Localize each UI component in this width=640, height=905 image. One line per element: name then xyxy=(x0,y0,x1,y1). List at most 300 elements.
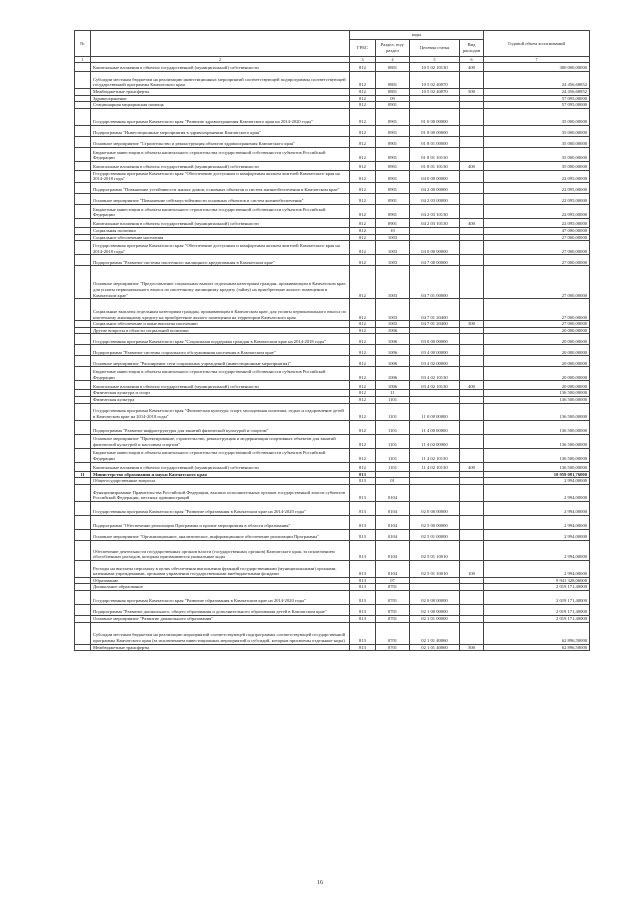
row-grbs-code: 813 xyxy=(350,615,376,622)
row-expense-type xyxy=(460,327,484,334)
row-amount: 300 000,00000 xyxy=(484,63,590,72)
row-grbs-code: 813 xyxy=(350,560,376,577)
row-name: Основное мероприятие "Развитие дошкольного образования" xyxy=(91,615,350,622)
row-expense-type xyxy=(460,125,484,136)
row-target-article: 04 7 01 20400 xyxy=(410,299,460,321)
table-row xyxy=(75,72,590,89)
budget-table-sheet xyxy=(74,30,589,651)
row-number xyxy=(75,356,91,367)
table-row xyxy=(75,102,590,109)
row-grbs-code: 812 xyxy=(350,193,376,204)
row-expense-type xyxy=(460,182,484,193)
row-expense-type xyxy=(460,396,484,403)
table-row xyxy=(75,515,590,529)
row-section-code: 0801 xyxy=(376,72,410,89)
row-amount: 57 095,00000 xyxy=(484,102,590,109)
row-number xyxy=(75,327,91,334)
row-amount: 20 000,00000 xyxy=(484,334,590,345)
row-name: Социальная политика xyxy=(91,227,350,234)
row-section-code: 0901 xyxy=(376,161,410,170)
row-section-code: 0901 xyxy=(376,170,410,182)
row-grbs-code: 812 xyxy=(350,161,376,170)
row-amount: 2 019 171,40000 xyxy=(484,615,590,622)
row-name: Подпрограмма "Повышение устойчивости жилых домов, основных объектов и систем жизнеобеспечения в Камчатском крае" xyxy=(91,182,350,193)
row-expense-type xyxy=(460,108,484,125)
row-target-article: 04 0 00 00000 xyxy=(410,241,460,255)
row-expense-type: 400 xyxy=(460,161,484,170)
row-expense-type: 400 xyxy=(460,218,484,227)
row-section-code: 0801 xyxy=(376,89,410,96)
row-number xyxy=(75,515,91,529)
row-section-code: 1101 xyxy=(376,396,410,403)
row-expense-type xyxy=(460,147,484,161)
row-target-article xyxy=(410,95,460,102)
row-section-code: 0801 xyxy=(376,63,410,72)
row-expense-type xyxy=(460,136,484,147)
row-name: Государственная программа Камчатского края "Развитие здравоохранения Камчатского края на 2014-2020 годы" xyxy=(91,108,350,125)
row-target-article: 04 7 00 00000 xyxy=(410,255,460,266)
row-section-code: 1003 xyxy=(376,299,410,321)
row-amount: 20 000,00000 xyxy=(484,345,590,356)
row-grbs-code: 812 xyxy=(350,327,376,334)
row-name: Расходы на выплаты персоналу в целях обеспечения выполнения функций государственными (муниципальными) органами, казенными учреждениями, органами управления государственными внебюджетными фондами xyxy=(91,560,350,577)
row-section-code: 0104 xyxy=(376,501,410,515)
row-name: Капитальные вложения в объекты государственной (муниципальной) собственности xyxy=(91,381,350,390)
row-name: Межбюджетные трансферты xyxy=(91,89,350,96)
row-amount: 20 000,00000 xyxy=(484,381,590,390)
row-target-article xyxy=(410,577,460,584)
row-target-article: 04 7 01 00000 xyxy=(410,266,460,299)
table-row xyxy=(75,367,590,381)
row-name: Министерство образования и науки Камчатского края xyxy=(91,471,350,478)
row-grbs-code: 812 xyxy=(350,396,376,403)
table-row xyxy=(75,234,590,241)
row-amount: 2 994,00000 xyxy=(484,529,590,540)
row-section-code: 0901 xyxy=(376,204,410,218)
row-expense-type: 100 xyxy=(460,560,484,577)
header-number: № xyxy=(75,31,91,57)
row-grbs-code: 812 xyxy=(350,170,376,182)
row-amount: 2 994,00000 xyxy=(484,501,590,515)
table-row xyxy=(75,644,590,651)
row-grbs-code: 812 xyxy=(350,136,376,147)
row-name: Обеспечение деятельности государственных органов власти (государственных органов) Камчатского края, за исключением обособленных расходов, которым присваиваются уникальные коды xyxy=(91,540,350,560)
row-target-article: 11 4 02 00000 xyxy=(410,434,460,448)
column-index: 5 xyxy=(410,57,460,63)
row-target-article: 04 0 00 00000 xyxy=(410,170,460,182)
row-section-code: 1006 xyxy=(376,327,410,334)
row-grbs-code: 813 xyxy=(350,484,376,501)
row-name: Основное мероприятие "Организационное, аналитическое, информационное обеспечение реализации Программы" xyxy=(91,529,350,540)
row-expense-type xyxy=(460,345,484,356)
column-index: 6 xyxy=(460,57,484,63)
row-section-code: 0901 xyxy=(376,108,410,125)
row-target-article: 10 5 02 10130 xyxy=(410,63,460,72)
row-number xyxy=(75,577,91,584)
row-target-article: 01 8 01 00000 xyxy=(410,136,460,147)
row-amount: 2 019 171,40000 xyxy=(484,604,590,615)
table-row xyxy=(75,266,590,299)
row-target-article xyxy=(410,396,460,403)
row-target-article: 03 4 02 10130 xyxy=(410,381,460,390)
row-section-code: 1006 xyxy=(376,356,410,367)
row-grbs-code: 812 xyxy=(350,63,376,72)
row-section-code: 01 xyxy=(376,478,410,485)
row-section-code: 0901 xyxy=(376,193,410,204)
row-number xyxy=(75,560,91,577)
row-number xyxy=(75,590,91,604)
row-expense-type xyxy=(460,448,484,462)
row-expense-type xyxy=(460,590,484,604)
table-row xyxy=(75,590,590,604)
row-section-code: 0701 xyxy=(376,644,410,651)
row-expense-type xyxy=(460,234,484,241)
row-grbs-code: 812 xyxy=(350,356,376,367)
table-row xyxy=(75,204,590,218)
row-grbs-code: 812 xyxy=(350,381,376,390)
row-grbs-code: 812 xyxy=(350,321,376,328)
row-grbs-code: 812 xyxy=(350,345,376,356)
table-row xyxy=(75,241,590,255)
row-grbs-code: 812 xyxy=(350,182,376,193)
row-name: Подпрограмма "Развитие дошкольного, общего образования и дополнительного образования детей в Камчатском крае" xyxy=(91,604,350,615)
row-section-code: 0901 xyxy=(376,102,410,109)
row-grbs-code: 813 xyxy=(350,515,376,529)
row-grbs-code: 813 xyxy=(350,540,376,560)
table-row xyxy=(75,478,590,485)
table-row xyxy=(75,321,590,328)
row-amount: 2 994,00000 xyxy=(484,560,590,577)
row-grbs-code: 812 xyxy=(350,367,376,381)
row-number xyxy=(75,204,91,218)
table-row xyxy=(75,161,590,170)
row-number xyxy=(75,345,91,356)
row-target-article: 02 5 00 00000 xyxy=(410,515,460,529)
table-row xyxy=(75,390,590,397)
row-target-article xyxy=(410,327,460,334)
row-target-article: 01 8 01 10130 xyxy=(410,161,460,170)
table-row xyxy=(75,501,590,515)
row-number xyxy=(75,448,91,462)
column-index: 1 xyxy=(75,57,91,63)
row-amount: 22 095,00000 xyxy=(484,218,590,227)
table-row xyxy=(75,577,590,584)
row-section-code: 0701 xyxy=(376,604,410,615)
header-expense-type: Вид расходов xyxy=(460,40,484,57)
row-section-code: 1006 xyxy=(376,367,410,381)
row-target-article: 02 0 00 00000 xyxy=(410,590,460,604)
row-number xyxy=(75,89,91,96)
row-number xyxy=(75,584,91,591)
row-name: Капитальные вложения в объекты государственной (муниципальной) собственности xyxy=(91,161,350,170)
row-grbs-code: 812 xyxy=(350,147,376,161)
row-grbs-code: 812 xyxy=(350,72,376,89)
row-name: Социальное обеспечение населения xyxy=(91,234,350,241)
row-target-article: 03 4 00 00000 xyxy=(410,345,460,356)
row-section-code: 1003 xyxy=(376,266,410,299)
row-grbs-code: 812 xyxy=(350,234,376,241)
row-name: Капитальные вложения в объекты государственной (муниципальной) собственности xyxy=(91,63,350,72)
row-section-code: 0104 xyxy=(376,529,410,540)
row-section-code: 07 xyxy=(376,577,410,584)
row-expense-type xyxy=(460,403,484,420)
row-grbs-code: 812 xyxy=(350,403,376,420)
row-expense-type xyxy=(460,266,484,299)
row-target-article: 11 4 02 10130 xyxy=(410,448,460,462)
row-expense-type xyxy=(460,72,484,89)
table-row xyxy=(75,227,590,234)
row-target-article: 02 1 01 40060 xyxy=(410,622,460,644)
table-row xyxy=(75,108,590,125)
row-name: Социальные выплаты отдельным категориям граждан, проживающим в Камчатском крае, для уплаты первоначального взноса по ипотечному жилищному кредиту на приобретение жилого помещения на территории Камчатского края xyxy=(91,299,350,321)
row-expense-type xyxy=(460,540,484,560)
row-section-code: 0901 xyxy=(376,182,410,193)
row-grbs-code: 813 xyxy=(350,590,376,604)
row-section-code: 0104 xyxy=(376,515,410,529)
row-target-article: 02 5 01 10010 xyxy=(410,540,460,560)
row-section-code: 1003 xyxy=(376,255,410,266)
row-target-article: 11 4 02 10130 xyxy=(410,462,460,471)
row-number xyxy=(75,478,91,485)
row-name: Подпрограмма "Обеспечение реализации Программы и прочие мероприятия в области образования" xyxy=(91,515,350,529)
row-grbs-code: 812 xyxy=(350,227,376,234)
row-expense-type xyxy=(460,529,484,540)
row-number xyxy=(75,255,91,266)
column-index: 4 xyxy=(376,57,410,63)
row-name: Основное мероприятие "Расширение сети социальных учреждений (инвестиционные мероприятия)" xyxy=(91,356,350,367)
row-number xyxy=(75,266,91,299)
row-number xyxy=(75,72,91,89)
table-row xyxy=(75,471,590,478)
row-section-code: 1006 xyxy=(376,334,410,345)
row-target-article xyxy=(410,102,460,109)
row-number xyxy=(75,529,91,540)
row-section-code: 0701 xyxy=(376,584,410,591)
row-target-article xyxy=(410,471,460,478)
row-target-article xyxy=(410,227,460,234)
row-name: Дошкольное образование xyxy=(91,584,350,591)
row-section-code: 09 xyxy=(376,95,410,102)
row-grbs-code: 812 xyxy=(350,462,376,471)
row-section-code: 0901 xyxy=(376,147,410,161)
row-number xyxy=(75,218,91,227)
row-expense-type xyxy=(460,615,484,622)
row-number xyxy=(75,227,91,234)
table-row xyxy=(75,403,590,420)
row-expense-type xyxy=(460,204,484,218)
row-target-article: 02 5 01 00000 xyxy=(410,529,460,540)
row-number xyxy=(75,462,91,471)
row-target-article: 03 4 02 10130 xyxy=(410,367,460,381)
row-name: Основное мероприятие "Предоставление социальных выплат отдельным категориям граждан, проживающим в Камчатском крае, для уплаты первоначального взноса по ипотечному жилищному кредиту (займу) на приобретение жилого помещения в Камчатском крае" xyxy=(91,266,350,299)
row-grbs-code: 812 xyxy=(350,434,376,448)
row-target-article: 10 5 02 40070 xyxy=(410,72,460,89)
row-amount: 136 500,00000 xyxy=(484,403,590,420)
row-section-code: 0104 xyxy=(376,540,410,560)
row-number xyxy=(75,241,91,255)
row-name: Функционирование Правительства Российской Федерации, высших исполнительных органов государственной власти субъектов Российской Федерации, местных администраций xyxy=(91,484,350,501)
row-expense-type: 400 xyxy=(460,462,484,471)
row-section-code: 1003 xyxy=(376,241,410,255)
row-expense-type xyxy=(460,622,484,644)
row-name: Субсидии местным бюджетам на реализацию мероприятий соответствующей подпрограммы соответствующей государственной программы Камчатского края (за исключением инвестиционных мероприятий и субсидий, которым присвоены отдельные коды) xyxy=(91,622,350,644)
table-row xyxy=(75,136,590,147)
row-grbs-code: 813 xyxy=(350,622,376,644)
table-row xyxy=(75,147,590,161)
row-amount: 2 994,00000 xyxy=(484,540,590,560)
budget-allocation-table xyxy=(74,30,590,651)
row-amount: 27 000,00000 xyxy=(484,266,590,299)
row-section-code: 1101 xyxy=(376,434,410,448)
row-number xyxy=(75,367,91,381)
row-grbs-code: 812 xyxy=(350,266,376,299)
row-grbs-code: 812 xyxy=(350,95,376,102)
row-target-article: 02 0 00 00000 xyxy=(410,501,460,515)
row-amount: 35 000,00000 xyxy=(484,125,590,136)
column-index: 3 xyxy=(350,57,376,63)
row-target-article: 11 4 00 00000 xyxy=(410,420,460,434)
row-target-article: 02 5 01 10010 xyxy=(410,560,460,577)
row-number xyxy=(75,644,91,651)
row-target-article: 03 4 02 00000 xyxy=(410,356,460,367)
row-amount: 2 019 171,40000 xyxy=(484,584,590,591)
table-row xyxy=(75,560,590,577)
row-number: 11 xyxy=(75,471,91,478)
table-row xyxy=(75,381,590,390)
row-amount: 2 994,00000 xyxy=(484,515,590,529)
header-grbs: ГРБС xyxy=(350,40,376,57)
table-row xyxy=(75,125,590,136)
row-number xyxy=(75,102,91,109)
table-row xyxy=(75,448,590,462)
table-row xyxy=(75,182,590,193)
row-number xyxy=(75,321,91,328)
row-expense-type xyxy=(460,170,484,182)
row-name: Государственная программа Камчатского края "Физическая культура, спорт, молодежная политика, отдых и оздоровление детей в Камчатском крае на 2014-2018 годы" xyxy=(91,403,350,420)
row-expense-type: 400 xyxy=(460,381,484,390)
column-index: 7 xyxy=(484,57,590,63)
row-name: Государственная программа Камчатского края "Социальная поддержка граждан в Камчатском крае на 2014-2018 годы" xyxy=(91,334,350,345)
row-name: Субсидии местным бюджетам на реализацию инвестиционных мероприятий соответствующей подпрограммы соответствующей государственной программы Камчатского края xyxy=(91,72,350,89)
row-expense-type xyxy=(460,471,484,478)
row-number xyxy=(75,182,91,193)
page-number: 16 xyxy=(317,880,323,886)
row-section-code: 1101 xyxy=(376,448,410,462)
row-name: Социальное обеспечение и иные выплаты населению xyxy=(91,321,350,328)
row-section-code: 0104 xyxy=(376,560,410,577)
row-grbs-code: 812 xyxy=(350,334,376,345)
row-number xyxy=(75,420,91,434)
row-section-code: 0901 xyxy=(376,125,410,136)
row-section-code: 0901 xyxy=(376,218,410,227)
row-number xyxy=(75,193,91,204)
table-row xyxy=(75,434,590,448)
row-amount: 62 896,50000 xyxy=(484,622,590,644)
row-section-code: 0701 xyxy=(376,622,410,644)
column-index: 2 xyxy=(91,57,350,63)
row-amount: 35 000,00000 xyxy=(484,147,590,161)
row-expense-type xyxy=(460,478,484,485)
table-row xyxy=(75,356,590,367)
row-amount: 22 095,00000 xyxy=(484,182,590,193)
table-row xyxy=(75,345,590,356)
row-amount: 136 500,00000 xyxy=(484,462,590,471)
header-name xyxy=(91,31,350,57)
row-expense-type xyxy=(460,434,484,448)
row-name: Образование xyxy=(91,577,350,584)
row-target-article: 01 0 00 00000 xyxy=(410,108,460,125)
row-name: Подпрограмма "Развитие инфраструктуры для занятий физической культурой и спортом" xyxy=(91,420,350,434)
row-target-article: 03 0 00 00000 xyxy=(410,334,460,345)
table-row xyxy=(75,420,590,434)
row-expense-type xyxy=(460,227,484,234)
row-section-code xyxy=(376,471,410,478)
row-amount: 136 500,00000 xyxy=(484,390,590,397)
row-number xyxy=(75,501,91,515)
row-number xyxy=(75,622,91,644)
row-target-article xyxy=(410,584,460,591)
row-section-code: 10 xyxy=(376,227,410,234)
row-number xyxy=(75,161,91,170)
row-name: Физическая культура xyxy=(91,396,350,403)
row-number xyxy=(75,299,91,321)
row-name: Общегосударственные вопросы xyxy=(91,478,350,485)
row-amount: 2 994,00000 xyxy=(484,478,590,485)
row-target-article: 01 8 01 10130 xyxy=(410,147,460,161)
row-expense-type xyxy=(460,95,484,102)
row-expense-type xyxy=(460,604,484,615)
row-target-article: 04 7 01 20400 xyxy=(410,321,460,328)
table-row xyxy=(75,604,590,615)
header-target-article: Целевая статья xyxy=(410,40,460,57)
row-expense-type xyxy=(460,584,484,591)
row-expense-type xyxy=(460,193,484,204)
row-name: Основное мероприятие "Проектирование, строительство, реконструкция и модернизация спортивных объектов для занятий физической культурой и массовым спортом" xyxy=(91,434,350,448)
row-grbs-code: 813 xyxy=(350,604,376,615)
header-amount: Годовой объем ассигнований xyxy=(484,31,590,57)
row-expense-type xyxy=(460,299,484,321)
table-row xyxy=(75,170,590,182)
table-row xyxy=(75,63,590,72)
row-name: Межбюджетные трансферты xyxy=(91,644,350,651)
row-number xyxy=(75,403,91,420)
row-amount: 22 095,00000 xyxy=(484,204,590,218)
row-expense-type xyxy=(460,390,484,397)
row-target-article: 10 5 02 40070 xyxy=(410,89,460,96)
row-expense-type xyxy=(460,334,484,345)
row-name: Основное мероприятие "Строительство и реконструкция объектов здравоохранения Камчатского края" xyxy=(91,136,350,147)
row-amount: 62 896,50000 xyxy=(484,644,590,651)
row-grbs-code: 813 xyxy=(350,529,376,540)
row-amount: 24 456,68852 xyxy=(484,89,590,96)
row-number xyxy=(75,381,91,390)
row-amount: 57 095,00000 xyxy=(484,95,590,102)
table-row xyxy=(75,299,590,321)
row-target-article xyxy=(410,478,460,485)
row-grbs-code: 813 xyxy=(350,471,376,478)
row-section-code: 0701 xyxy=(376,590,410,604)
row-name: Основное мероприятие "Повышение сейсмоустойчивости основных объектов и систем жизнеобеспечения" xyxy=(91,193,350,204)
row-name: Капитальные вложения в объекты государственной (муниципальной) собственности xyxy=(91,462,350,471)
row-grbs-code: 812 xyxy=(350,420,376,434)
row-section-code: 11 xyxy=(376,390,410,397)
row-name: Бюджетные инвестиции в объекты капитального строительства государственной собственности субъектов Российской Федерации xyxy=(91,147,350,161)
row-target-article xyxy=(410,484,460,501)
row-section-code: 0901 xyxy=(376,136,410,147)
row-amount: 136 500,00000 xyxy=(484,448,590,462)
row-name: Капитальные вложения в объекты государственной (муниципальной) собственности xyxy=(91,218,350,227)
row-target-article: 11 0 00 00000 xyxy=(410,403,460,420)
